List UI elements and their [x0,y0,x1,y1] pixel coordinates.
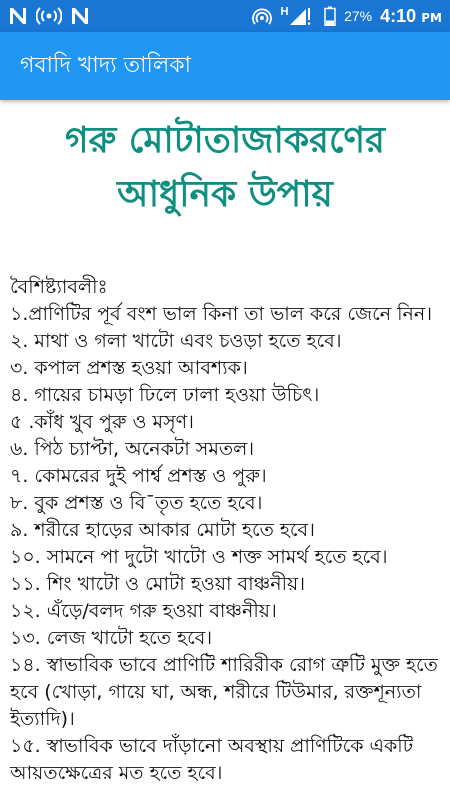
list-item: ১৩. লেজ খাটো হতে হবে। [10,627,213,649]
clock [380,6,442,27]
list-item: ৯. শরীরে হাড়ের আকার মোটা হতে হবে। [10,519,315,541]
list-item: ৫ .কাঁধ খুব পুরু ও মসৃণ। [10,411,194,433]
signal-h-icon [280,6,316,26]
list-item: ১.প্রাণিটির পূর্ব বংশ ভাল কিনা তা ভাল করে জেনে নিন। [10,303,433,325]
battery-icon [324,6,336,26]
n-notification-icon [8,7,28,25]
battery-percent: 27% [344,8,373,24]
list-item: ১০. সামনে পা দুটো খাটো ও শক্ত সামর্থ হতে হবে। [10,546,388,568]
clock-ampm: PM [421,10,442,25]
status-bar-left [8,7,90,25]
app-title: গবাদি খাদ্য তালিকা [20,52,191,78]
article-heading: গরু মোটাতাজাকরণের আধুনিক উপায় [65,120,385,215]
list-item: ৮. বুক প্রশস্ত ও বি¯তৃত হতে হবে। [10,492,263,514]
broadcast-icon [36,7,62,25]
list-item: ১৫. স্বাভাবিক ভাবে দাঁড়ানো অবস্থায় প্রাণিটিকে একটি আয়তক্ষেত্রের মত হতে হবে। [10,735,414,784]
list-item: ১৪. স্বাভাবিক ভাবে প্রাণিটি শারিরীক রোগ ত্রুটি মুক্ত হতে হবে (খোড়া, গায়ে ঘা, অন্ধ, শরীরে টিউমার, রক্তশূন্যতা ইত্যাদি)। [10,654,438,730]
list-item: ৬. পিঠ চ্যাপ্টা, অনেকটা সমতল। [10,438,255,460]
n-notification-icon [70,7,90,25]
list-item: ১২. এঁড়ে/বলদ গরু হওয়া বাঞ্চনীয়। [10,600,277,622]
hotspot-icon [252,7,272,25]
list-item: ২. মাথা ও গলা খাটো এবং চওড়া হতে হবে। [10,330,342,352]
list-item: ৩. কপাল প্রশস্ত হওয়া আবশ্যক। [10,357,248,379]
list-item: ৭. কোমরের দুই পার্শ্ব প্রশস্ত ও পুরু। [10,465,267,487]
list-item: ৪. গায়ের চামড়া ঢিলে ঢালা হওয়া উচিৎ। [10,384,320,406]
feature-list [10,301,440,787]
status-bar [0,0,450,32]
clock-time: 4:10 [380,5,417,26]
article-subtitle: বৈশিষ্ট্যাবলীঃ [10,276,108,298]
app-bar [0,32,450,100]
status-bar-right [252,6,442,27]
list-item: ১১. শিং খাটো ও মোটা হওয়া বাঞ্চনীয়। [10,573,306,595]
article-content[interactable] [0,100,450,800]
